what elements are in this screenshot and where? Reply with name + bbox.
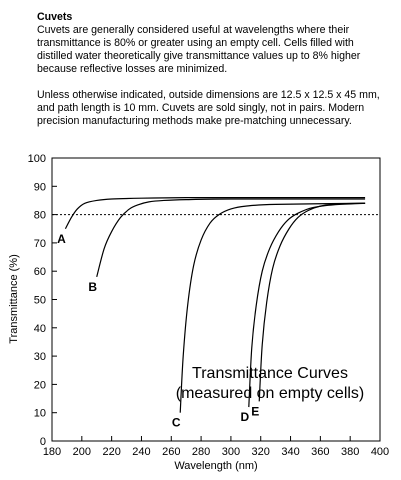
curve-label-b: B: [88, 279, 98, 294]
y-tick-label: 70: [33, 237, 46, 250]
x-axis-label: Wavelength (nm): [174, 460, 258, 472]
curve-label-d: D: [240, 410, 250, 425]
x-tick-label: 180: [42, 446, 62, 458]
y-tick-label: 100: [27, 153, 46, 165]
y-tick-label: 90: [33, 181, 46, 194]
x-tick-label: 300: [221, 446, 241, 458]
x-tick-label: 240: [132, 446, 151, 458]
y-tick-label: 50: [33, 294, 46, 307]
x-tick-label: 260: [162, 446, 181, 458]
x-tick-label: 280: [191, 446, 211, 458]
curve-label-a: A: [57, 231, 66, 246]
x-tick-label: 380: [341, 446, 360, 458]
y-tick-label: 20: [33, 379, 46, 392]
paragraph-2: Unless otherwise indicated, outside dimensions are 12.5 x 12.5 x 45 mm, and path length is 10 mm. Cuvets are sold singly, not in pairs. Modern precision manufacturing methods make pre-matching unnecessary.: [37, 89, 380, 127]
x-tick-label: 340: [281, 446, 300, 458]
curve-b: [97, 199, 365, 277]
y-tick-label: 10: [33, 407, 46, 420]
paragraph-1: Cuvets are generally considered useful at wavelengths where their transmittance is 80% or greater using an empty cell. Cells filled with distilled water theoretically give transmittance values up to 8% higher because reflective losses are minimized.: [37, 24, 361, 75]
x-tick-label: 400: [370, 446, 390, 458]
x-tick-label: 360: [311, 446, 330, 458]
y-tick-label: 80: [33, 209, 46, 222]
curve-a: [65, 198, 365, 229]
curve-label-c: C: [171, 415, 181, 430]
curve-label-e: E: [251, 404, 260, 419]
x-tick-label: 220: [102, 446, 121, 458]
annotation-line-2: (measured on empty cells): [175, 385, 365, 402]
section-heading: Cuvets: [37, 11, 73, 23]
x-tick-label: 200: [72, 446, 91, 458]
x-tick-label: 320: [251, 446, 270, 458]
y-tick-label: 30: [33, 351, 46, 364]
y-tick-label: 0: [39, 436, 46, 448]
annotation-line-1: Transmittance Curves: [192, 365, 348, 382]
y-tick-label: 40: [33, 322, 46, 335]
y-axis-label: Transmittance (%): [8, 254, 20, 344]
y-tick-label: 60: [33, 266, 46, 279]
